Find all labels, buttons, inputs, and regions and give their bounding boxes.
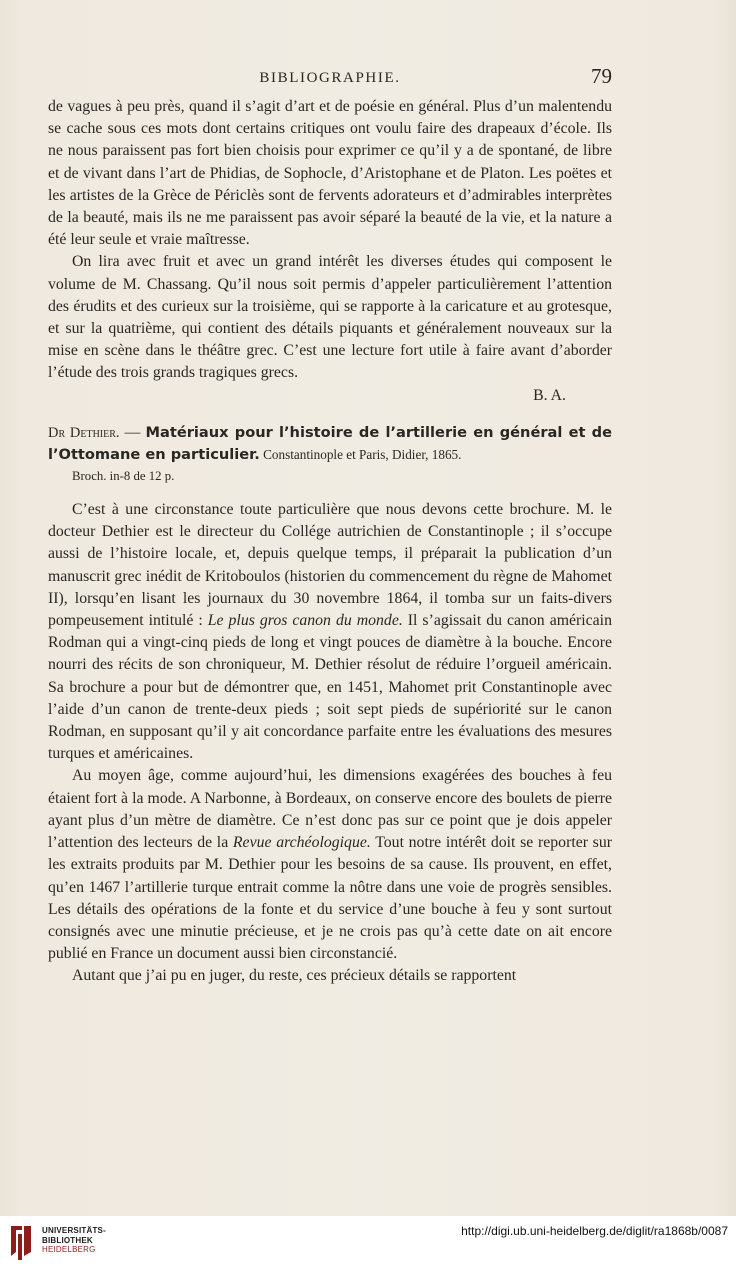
library-name (42, 1226, 106, 1255)
library-name-line: BIBLIOTHEK (42, 1235, 93, 1245)
running-title: BIBLIOGRAPHIE. (259, 70, 401, 86)
paragraph-review-ending: On lira avec fruit et avec un grand intérêt les diverses études qui composent le volume de M. Chassang. Qu’il nous soit permis d’appeler particulièrement l’attention des érudits et des curieux sur la troisième, qui se rapporte à la caricature et au grotesque, et sur la quatrième, qui contient des détails piquants et généralement nouveaux sur la mise en scène dans le théâtre grec. C’est une lecture fort utile à faire avant d’aborder l’étude des trois grands tragiques grecs. (48, 253, 612, 382)
source-url-link[interactable]: http://digi.ub.uni-heidelberg.de/diglit/ra1868b/0087 (461, 1224, 728, 1238)
body-text: C’est à une circonstance toute particulière que nous devons cette brochure. M. le docteur Dethier est le directeur du Collége autrichien de Constantinople ; il s’occupe aussi de l’histoire locale, et, depuis quelque temps, il préparait la publication d’un manuscrit grec inédit de Kritoboulos (historien du commencement du règne de Mahomet II), lorsqu’en lisant les journaux du 30 novembre 1864, il tomba sur un faits-divers pompeusement intitulé : (48, 501, 612, 630)
entry-author: Dr Dethier. (48, 424, 120, 441)
entry-title: Matériaux pour l’histoire de l’artillerie en général et de l’Ottomane en particulier. (48, 423, 613, 463)
entry-imprint: Constantinople et Paris, Didier, 1865. (259, 446, 462, 462)
spacer (48, 487, 612, 499)
text-block (48, 96, 612, 988)
paragraph-continuation: de vagues à peu près, quand il s’agit d’art et de poésie en général. Plus d’un malentendu se cache sous ces mots dont certains critiques ont voulu faire des drapeaux d’école. Ils ne nous paraissent pas fort bien choisis pour exprimer ce qu’il y a de spontané, de libre et de vivant dans l’art de Phidias, de Sophocle, d’Aristophane et de Platon. Les poëtes et les artistes de la Grèce de Périclès sont de fervents adorateurs et d’admirables interprètes de la beauté, mais ils ne me paraissent pas avoir séparé la beauté de la vie, et la nature a été leur seule et vraie maîtresse. (48, 98, 612, 249)
review-signature: B. A. (533, 386, 566, 404)
body-text: Il s’agissait du canon américain Rodman qui a vingt-cinq pieds de long et vingt pouces de diamètre à la bouche. Encore nourri des récits de son chroniqueur, M. Dethier résolut de réduire l’orgueil américain. Sa brochure a pour but de démontrer que, en 1451, Mahomet prit Constantinople avec l’aide d’un canon de trente-deux pieds ; soit sept pieds de supériorité sur le canon Rodman, en supposant qu’il y ait concordance parfaite entre les évaluations des mesures turques et américaines. (48, 612, 612, 763)
paragraph-body-3: Autant que j’ai pu en juger, du reste, ces précieux détails se rapportent (72, 967, 517, 985)
entry-dash: — (119, 423, 146, 441)
paragraph-body-2 (48, 765, 612, 965)
entry-format: Broch. in-8 de 12 p. (72, 468, 175, 483)
digitization-footer (0, 1216, 736, 1268)
body-text: Au moyen âge, comme aujourd’hui, les dimensions exagérées des bouches à feu étaient fort à la mode. A Narbonne, à Bordeaux, on conserve encore des boulets de pierre ayant plus d’un mètre de diamètre. Ce n’est donc pas sur ce point que je dois appeler l’attention des lecteurs de la (48, 767, 612, 852)
bibliographic-entry (48, 422, 612, 465)
library-name-line: UNIVERSITÄTS- (42, 1226, 106, 1235)
italic-title: Le plus gros canon du monde. (207, 612, 403, 630)
library-name-line: HEIDELBERG (42, 1245, 96, 1254)
running-head (48, 64, 612, 90)
paragraph-body-1 (48, 499, 612, 765)
library-logo-icon (8, 1222, 34, 1262)
body-text: Tout notre intérêt doit se reporter sur les extraits produits par M. Dethier pour les besoins de sa cause. Ils prouvent, en effet, qu’en 1467 l’artillerie turque entrait comme la nôtre dans une voie de progrès sensibles. Les détails des opérations de la fonte et du service d’une bouche à feu y sont surtout consignés avec une minutie précieuse, et je ne crois pas qu’à cette date on ait encore publié en France un document aussi bien circonstancié. (48, 834, 612, 963)
page-number: 79 (591, 64, 612, 88)
italic-title: Revue archéologique. (232, 834, 371, 852)
